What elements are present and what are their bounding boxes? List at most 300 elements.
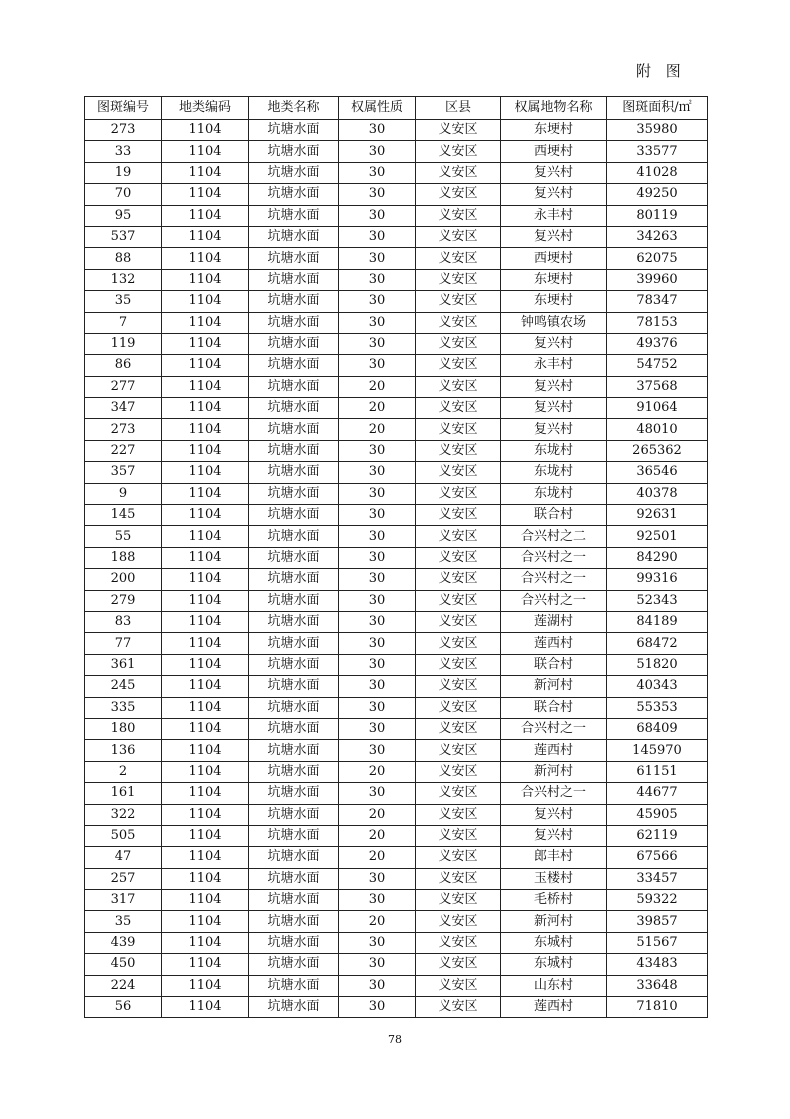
appendix-label: 附 图: [636, 62, 686, 80]
table-cell: 义安区: [416, 226, 501, 247]
table-cell: 39857: [607, 911, 708, 932]
table-cell: 西埂村: [501, 141, 607, 162]
table-cell: 30: [339, 932, 416, 953]
column-header: 图斑面积/㎡: [607, 97, 708, 120]
table-cell: 义安区: [416, 975, 501, 996]
table-cell: 145: [85, 505, 162, 526]
table-cell: 322: [85, 804, 162, 825]
table-cell: 1104: [162, 526, 249, 547]
table-cell: 义安区: [416, 526, 501, 547]
table-cell: 505: [85, 825, 162, 846]
column-header: 地类编码: [162, 97, 249, 120]
table-row: [85, 355, 708, 376]
table-cell: 1104: [162, 954, 249, 975]
table-cell: 永丰村: [501, 205, 607, 226]
table-cell: 200: [85, 569, 162, 590]
table-cell: 坑塘水面: [249, 633, 339, 654]
table-cell: 347: [85, 398, 162, 419]
table-cell: 义安区: [416, 333, 501, 354]
table-cell: 56: [85, 997, 162, 1018]
table-cell: 51567: [607, 932, 708, 953]
column-header: 地类名称: [249, 97, 339, 120]
table-cell: 41028: [607, 162, 708, 183]
table-cell: 1104: [162, 633, 249, 654]
table-cell: 30: [339, 120, 416, 141]
table-row: [85, 825, 708, 846]
table-cell: 30: [339, 783, 416, 804]
table-cell: 54752: [607, 355, 708, 376]
table-cell: 61151: [607, 761, 708, 782]
table-row: [85, 205, 708, 226]
table-cell: 联合村: [501, 654, 607, 675]
table-cell: 1104: [162, 205, 249, 226]
table-cell: 19: [85, 162, 162, 183]
table-cell: 1104: [162, 654, 249, 675]
table-cell: 161: [85, 783, 162, 804]
table-cell: 义安区: [416, 997, 501, 1018]
table-cell: 30: [339, 205, 416, 226]
table-cell: 33: [85, 141, 162, 162]
table-row: [85, 890, 708, 911]
table-row: [85, 483, 708, 504]
table-cell: 1104: [162, 997, 249, 1018]
table-cell: 义安区: [416, 868, 501, 889]
table-cell: 联合村: [501, 697, 607, 718]
table-cell: 47: [85, 847, 162, 868]
table-cell: 毛桥村: [501, 890, 607, 911]
table-cell: 33648: [607, 975, 708, 996]
table-cell: 义安区: [416, 291, 501, 312]
table-cell: 1104: [162, 355, 249, 376]
table-cell: 坑塘水面: [249, 333, 339, 354]
table-cell: 335: [85, 697, 162, 718]
table-cell: 49376: [607, 333, 708, 354]
table-row: [85, 184, 708, 205]
table-cell: 273: [85, 419, 162, 440]
table-cell: 30: [339, 676, 416, 697]
table-cell: 1104: [162, 505, 249, 526]
table-row: [85, 954, 708, 975]
table-cell: 义安区: [416, 718, 501, 739]
table-row: [85, 398, 708, 419]
table-cell: 62075: [607, 248, 708, 269]
table-cell: 70: [85, 184, 162, 205]
table-cell: 30: [339, 462, 416, 483]
table-cell: 68472: [607, 633, 708, 654]
table-row: [85, 505, 708, 526]
table-row: [85, 226, 708, 247]
table-cell: 合兴村之一: [501, 547, 607, 568]
table-cell: 1104: [162, 312, 249, 333]
table-cell: 30: [339, 141, 416, 162]
table-cell: 1104: [162, 890, 249, 911]
column-header: 区县: [416, 97, 501, 120]
table-cell: 义安区: [416, 783, 501, 804]
table-cell: 1104: [162, 611, 249, 632]
table-cell: 合兴村之一: [501, 590, 607, 611]
table-cell: 莲西村: [501, 633, 607, 654]
column-header: 权属性质: [339, 97, 416, 120]
table-cell: 30: [339, 355, 416, 376]
table-cell: 30: [339, 162, 416, 183]
table-cell: 义安区: [416, 184, 501, 205]
table-cell: 83: [85, 611, 162, 632]
table-cell: 361: [85, 654, 162, 675]
table-cell: 257: [85, 868, 162, 889]
table-cell: 新河村: [501, 761, 607, 782]
table-cell: 227: [85, 440, 162, 461]
table-cell: 坑塘水面: [249, 184, 339, 205]
table-cell: 永丰村: [501, 355, 607, 376]
table-cell: 40343: [607, 676, 708, 697]
table-row: [85, 997, 708, 1018]
table-cell: 坑塘水面: [249, 141, 339, 162]
table-cell: 1104: [162, 333, 249, 354]
table-cell: 义安区: [416, 398, 501, 419]
table-cell: 67566: [607, 847, 708, 868]
table-row: [85, 376, 708, 397]
table-cell: 坑塘水面: [249, 997, 339, 1018]
table-cell: 95: [85, 205, 162, 226]
table-cell: 坑塘水面: [249, 740, 339, 761]
table-cell: 30: [339, 975, 416, 996]
table-cell: 245: [85, 676, 162, 697]
table-cell: 东埂村: [501, 291, 607, 312]
table-cell: 9: [85, 483, 162, 504]
table-cell: 20: [339, 398, 416, 419]
table-cell: 30: [339, 226, 416, 247]
land-parcel-table: [84, 96, 708, 1018]
table-cell: 坑塘水面: [249, 376, 339, 397]
table-cell: 537: [85, 226, 162, 247]
table-cell: 1104: [162, 226, 249, 247]
table-row: [85, 120, 708, 141]
table-cell: 1104: [162, 911, 249, 932]
table-cell: 东垅村: [501, 440, 607, 461]
table-cell: 坑塘水面: [249, 547, 339, 568]
table-cell: 44677: [607, 783, 708, 804]
column-header: 图斑编号: [85, 97, 162, 120]
table-row: [85, 676, 708, 697]
table-cell: 30: [339, 654, 416, 675]
table-cell: 20: [339, 376, 416, 397]
table-cell: 7: [85, 312, 162, 333]
table-cell: 坑塘水面: [249, 932, 339, 953]
table-cell: 273: [85, 120, 162, 141]
table-cell: 1104: [162, 184, 249, 205]
table-row: [85, 697, 708, 718]
table-cell: 坑塘水面: [249, 718, 339, 739]
table-cell: 合兴村之一: [501, 718, 607, 739]
table-cell: 坑塘水面: [249, 761, 339, 782]
table-cell: 坑塘水面: [249, 162, 339, 183]
table-cell: 1104: [162, 398, 249, 419]
table-row: [85, 141, 708, 162]
table-cell: 265362: [607, 440, 708, 461]
table-header-row: [85, 97, 708, 120]
table-cell: 义安区: [416, 932, 501, 953]
table-cell: 145970: [607, 740, 708, 761]
table-cell: 1104: [162, 718, 249, 739]
table-row: [85, 654, 708, 675]
table-cell: 义安区: [416, 676, 501, 697]
table-cell: 坑塘水面: [249, 676, 339, 697]
table-cell: 义安区: [416, 440, 501, 461]
table-cell: 坑塘水面: [249, 611, 339, 632]
table-cell: 450: [85, 954, 162, 975]
table-cell: 莲西村: [501, 997, 607, 1018]
table-cell: 68409: [607, 718, 708, 739]
table-cell: 1104: [162, 740, 249, 761]
table-row: [85, 312, 708, 333]
table-cell: 坑塘水面: [249, 505, 339, 526]
table-cell: 35: [85, 911, 162, 932]
table-cell: 义安区: [416, 761, 501, 782]
table-row: [85, 333, 708, 354]
table-cell: 莲西村: [501, 740, 607, 761]
table-cell: 49250: [607, 184, 708, 205]
table-cell: 义安区: [416, 740, 501, 761]
table-cell: 30: [339, 890, 416, 911]
table-row: [85, 162, 708, 183]
table-cell: 30: [339, 312, 416, 333]
table-cell: 33457: [607, 868, 708, 889]
table-cell: 义安区: [416, 376, 501, 397]
table-cell: 坑塘水面: [249, 419, 339, 440]
table-cell: 48010: [607, 419, 708, 440]
table-cell: 义安区: [416, 355, 501, 376]
table-row: [85, 440, 708, 461]
table-cell: 1104: [162, 376, 249, 397]
table-cell: 坑塘水面: [249, 483, 339, 504]
table-cell: 复兴村: [501, 226, 607, 247]
table-cell: 20: [339, 825, 416, 846]
table-cell: 1104: [162, 676, 249, 697]
table-cell: 34263: [607, 226, 708, 247]
table-cell: 坑塘水面: [249, 783, 339, 804]
table-cell: 复兴村: [501, 419, 607, 440]
table-cell: 复兴村: [501, 333, 607, 354]
table-cell: 坑塘水面: [249, 355, 339, 376]
table-body: [85, 120, 708, 1018]
table-cell: 30: [339, 483, 416, 504]
table-cell: 坑塘水面: [249, 120, 339, 141]
table-cell: 224: [85, 975, 162, 996]
table-cell: 78153: [607, 312, 708, 333]
table-cell: 坑塘水面: [249, 868, 339, 889]
table-cell: 30: [339, 997, 416, 1018]
table-cell: 91064: [607, 398, 708, 419]
table-cell: 45905: [607, 804, 708, 825]
table-row: [85, 633, 708, 654]
table-cell: 义安区: [416, 162, 501, 183]
table-cell: 136: [85, 740, 162, 761]
table-cell: 1104: [162, 440, 249, 461]
table-cell: 439: [85, 932, 162, 953]
table-cell: 55353: [607, 697, 708, 718]
table-cell: 义安区: [416, 205, 501, 226]
table-cell: 坑塘水面: [249, 569, 339, 590]
table-row: [85, 740, 708, 761]
table-cell: 坑塘水面: [249, 890, 339, 911]
table-cell: 62119: [607, 825, 708, 846]
table-cell: 30: [339, 590, 416, 611]
table-cell: 合兴村之二: [501, 526, 607, 547]
table-cell: 1104: [162, 804, 249, 825]
table-cell: 新河村: [501, 676, 607, 697]
table-cell: 义安区: [416, 419, 501, 440]
table-cell: 20: [339, 804, 416, 825]
table-cell: 30: [339, 697, 416, 718]
table-row: [85, 761, 708, 782]
table-cell: 43483: [607, 954, 708, 975]
table-cell: 99316: [607, 569, 708, 590]
table-row: [85, 590, 708, 611]
table-cell: 1104: [162, 483, 249, 504]
table-cell: 1104: [162, 868, 249, 889]
table-row: [85, 975, 708, 996]
table-cell: 71810: [607, 997, 708, 1018]
table-cell: 坑塘水面: [249, 825, 339, 846]
table-cell: 30: [339, 633, 416, 654]
table-cell: 坑塘水面: [249, 440, 339, 461]
table-row: [85, 462, 708, 483]
table-cell: 义安区: [416, 911, 501, 932]
table-cell: 78347: [607, 291, 708, 312]
table-row: [85, 269, 708, 290]
table-cell: 1104: [162, 547, 249, 568]
table-cell: 坑塘水面: [249, 804, 339, 825]
table-cell: 义安区: [416, 483, 501, 504]
table-cell: 30: [339, 547, 416, 568]
table-cell: 30: [339, 868, 416, 889]
table-row: [85, 611, 708, 632]
table-cell: 2: [85, 761, 162, 782]
table-cell: 山东村: [501, 975, 607, 996]
table-row: [85, 718, 708, 739]
table-cell: 92631: [607, 505, 708, 526]
table-cell: 35980: [607, 120, 708, 141]
table-cell: 复兴村: [501, 184, 607, 205]
table-cell: 1104: [162, 120, 249, 141]
table-cell: 复兴村: [501, 804, 607, 825]
table-cell: 30: [339, 569, 416, 590]
table-cell: 86: [85, 355, 162, 376]
table-cell: 复兴村: [501, 825, 607, 846]
table-cell: 坑塘水面: [249, 911, 339, 932]
table-cell: 义安区: [416, 611, 501, 632]
table-cell: 义安区: [416, 590, 501, 611]
table-row: [85, 783, 708, 804]
table-cell: 59322: [607, 890, 708, 911]
table-cell: 复兴村: [501, 376, 607, 397]
table-cell: 1104: [162, 141, 249, 162]
table-cell: 20: [339, 419, 416, 440]
page-number: 78: [388, 1033, 402, 1046]
table-cell: 20: [339, 847, 416, 868]
table-cell: 坑塘水面: [249, 398, 339, 419]
table-cell: 30: [339, 333, 416, 354]
table-row: [85, 419, 708, 440]
table-cell: 东城村: [501, 954, 607, 975]
table-cell: 1104: [162, 419, 249, 440]
table-cell: 35: [85, 291, 162, 312]
table-cell: 义安区: [416, 547, 501, 568]
table-cell: 30: [339, 526, 416, 547]
table-cell: 92501: [607, 526, 708, 547]
table-cell: 坑塘水面: [249, 462, 339, 483]
table-cell: 义安区: [416, 825, 501, 846]
table-cell: 357: [85, 462, 162, 483]
table-row: [85, 847, 708, 868]
table-cell: 30: [339, 611, 416, 632]
table-cell: 坑塘水面: [249, 269, 339, 290]
column-header: 权属地物名称: [501, 97, 607, 120]
table-cell: 坑塘水面: [249, 697, 339, 718]
table-cell: 东城村: [501, 932, 607, 953]
table-cell: 合兴村之一: [501, 783, 607, 804]
table-cell: 莲湖村: [501, 611, 607, 632]
table-cell: 1104: [162, 975, 249, 996]
table-cell: 坑塘水面: [249, 654, 339, 675]
table-cell: 东埂村: [501, 269, 607, 290]
table-cell: 义安区: [416, 141, 501, 162]
table-row: [85, 932, 708, 953]
table-cell: 1104: [162, 783, 249, 804]
table-cell: 坑塘水面: [249, 312, 339, 333]
table-row: [85, 248, 708, 269]
table-cell: 30: [339, 291, 416, 312]
table-cell: 20: [339, 911, 416, 932]
table-cell: 义安区: [416, 633, 501, 654]
table-cell: 坑塘水面: [249, 526, 339, 547]
table-cell: 坑塘水面: [249, 590, 339, 611]
table-cell: 30: [339, 954, 416, 975]
table-cell: 义安区: [416, 269, 501, 290]
table-cell: 坑塘水面: [249, 847, 339, 868]
table-cell: 30: [339, 440, 416, 461]
table-cell: 合兴村之一: [501, 569, 607, 590]
table-cell: 36546: [607, 462, 708, 483]
table-cell: 132: [85, 269, 162, 290]
table-cell: 52343: [607, 590, 708, 611]
table-cell: 1104: [162, 590, 249, 611]
table-cell: 新河村: [501, 911, 607, 932]
table-cell: 义安区: [416, 120, 501, 141]
table-cell: 坑塘水面: [249, 954, 339, 975]
table-cell: 义安区: [416, 890, 501, 911]
table-cell: 30: [339, 184, 416, 205]
table-cell: 坑塘水面: [249, 975, 339, 996]
table-cell: 义安区: [416, 954, 501, 975]
table-cell: 坑塘水面: [249, 226, 339, 247]
table-cell: 39960: [607, 269, 708, 290]
table-cell: 复兴村: [501, 398, 607, 419]
table-cell: 1104: [162, 248, 249, 269]
table-cell: 义安区: [416, 505, 501, 526]
table-cell: 1104: [162, 761, 249, 782]
table-cell: 坑塘水面: [249, 291, 339, 312]
table-cell: 西埂村: [501, 248, 607, 269]
table-cell: 77: [85, 633, 162, 654]
table-cell: 279: [85, 590, 162, 611]
table-cell: 30: [339, 718, 416, 739]
table-cell: 188: [85, 547, 162, 568]
table-cell: 20: [339, 761, 416, 782]
table-cell: 1104: [162, 697, 249, 718]
table-cell: 1104: [162, 932, 249, 953]
table-cell: 1104: [162, 269, 249, 290]
